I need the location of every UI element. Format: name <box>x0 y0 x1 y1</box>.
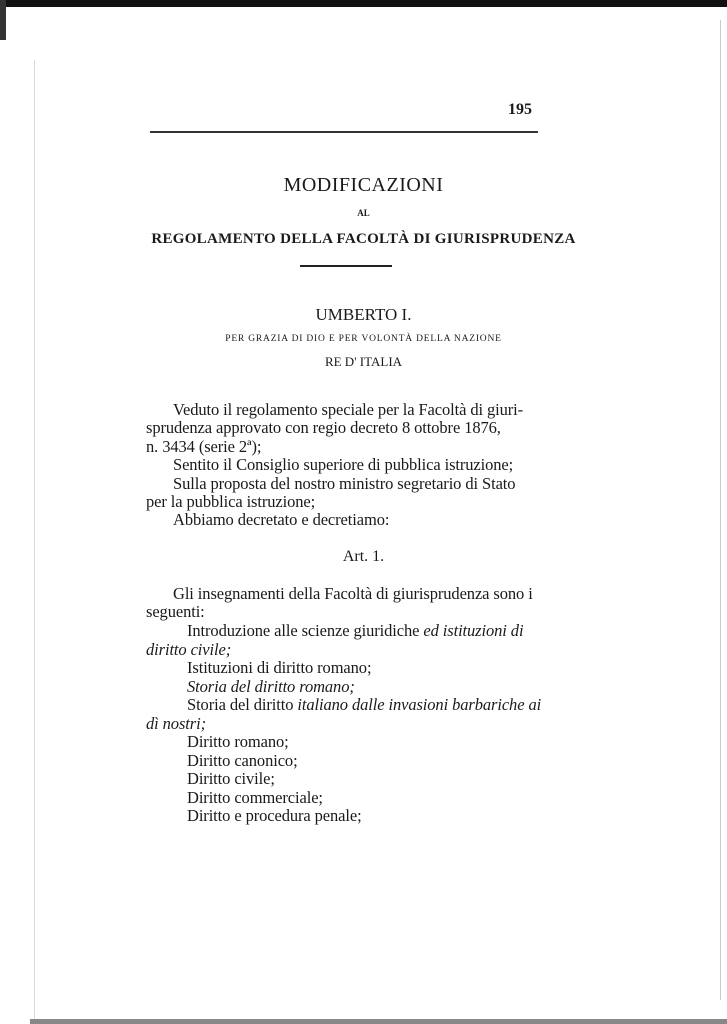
king-title: RE D' ITALIA <box>324 354 403 369</box>
article-heading: Art. 1. <box>342 548 385 565</box>
list-item <box>187 622 607 640</box>
list-item-cont <box>146 715 566 733</box>
king-name: UMBERTO I. <box>315 305 412 324</box>
title-rule <box>300 265 392 267</box>
list-item <box>187 696 607 714</box>
item-text: Introduzione alle scienze giuridiche <box>187 621 424 640</box>
list-item: Diritto e procedura penale; <box>187 806 362 825</box>
document-subtitle: REGOLAMENTO DELLA FACOLTÀ DI GIURISPRUDENZA <box>151 231 576 247</box>
item-text-italic: ed istituzioni di <box>423 621 524 640</box>
scan-margin-line-right <box>720 20 721 1000</box>
preamble-line: Sulla proposta del nostro ministro segretario di Stato <box>173 474 516 493</box>
scan-border-top <box>0 0 727 7</box>
page-number: 195 <box>508 101 532 118</box>
scan-edge <box>0 0 6 40</box>
list-item: Diritto canonico; <box>187 751 298 770</box>
article-line: Gli insegnamenti della Facoltà di giurisprudenza sono i <box>173 584 533 603</box>
preamble-line: n. 3434 (serie 2ª); <box>146 437 262 456</box>
header-rule <box>150 131 538 133</box>
list-item <box>187 678 607 696</box>
preamble-line: Abbiamo decretato e decretiamo: <box>173 510 390 529</box>
scan-border-bottom <box>30 1019 727 1024</box>
preamble-line: per la pubblica istruzione; <box>146 492 316 511</box>
list-item: Diritto commerciale; <box>187 788 323 807</box>
king-formula: PER GRAZIA DI DIO E PER VOLONTÀ DELLA NAZIONE <box>225 334 502 344</box>
preamble-line: sprudenza approvato con regio decreto 8 ottobre 1876, <box>146 418 501 437</box>
list-item-cont <box>146 641 566 659</box>
item-text-italic: diritto civile; <box>146 640 232 659</box>
item-text-italic: dì nostri; <box>146 714 206 733</box>
item-text: Storia del diritto <box>187 695 298 714</box>
scan-margin-line <box>34 60 35 1020</box>
preamble-line: Sentito il Consiglio superiore di pubblica istruzione; <box>173 455 514 474</box>
list-item: Diritto civile; <box>187 769 275 788</box>
list-item: Istituzioni di diritto romano; <box>187 658 372 677</box>
article-line: seguenti: <box>146 602 205 621</box>
document-title: MODIFICAZIONI <box>283 174 444 196</box>
item-text-italic: Storia del diritto romano; <box>187 677 355 696</box>
preamble-line: Veduto il regolamento speciale per la Facoltà di giuri- <box>173 400 524 419</box>
list-item: Diritto romano; <box>187 732 289 751</box>
item-text-italic: italiano dalle invasioni barbariche ai <box>297 695 542 714</box>
title-connector: AL <box>357 208 370 218</box>
